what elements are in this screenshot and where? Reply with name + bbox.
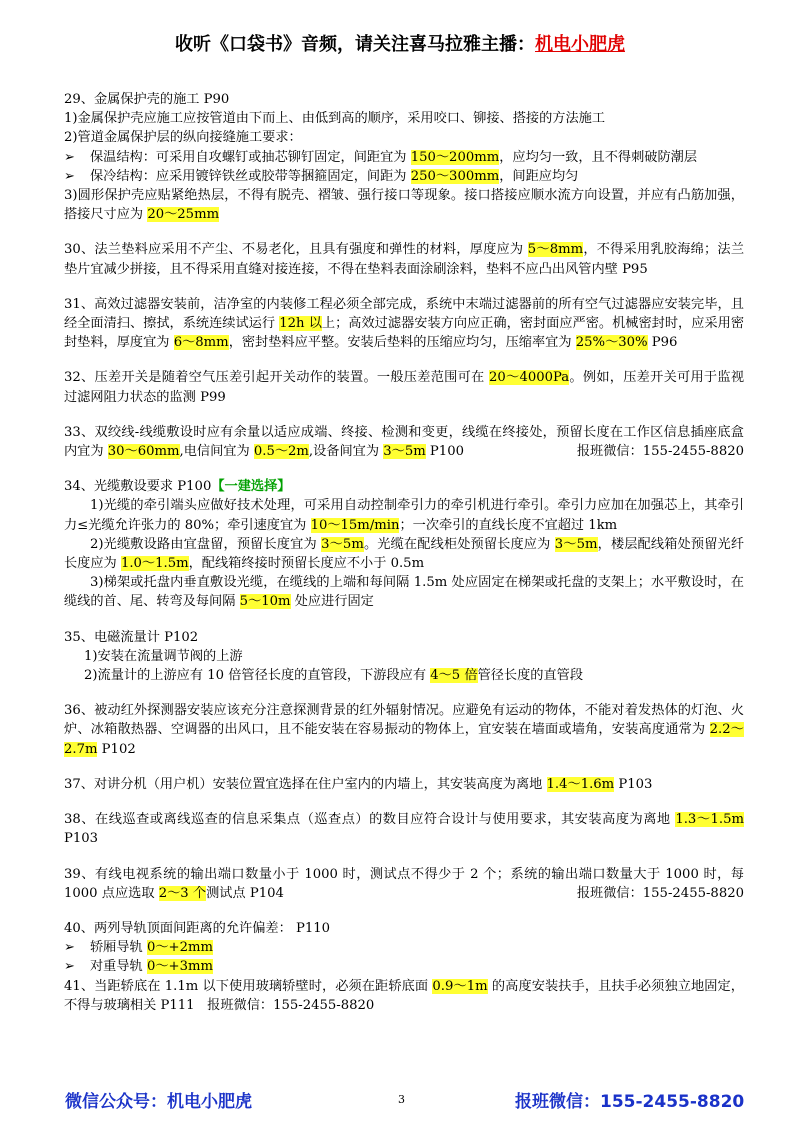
paragraph: 2)管道金属保护层的纵向接缝施工要求： [64, 130, 302, 146]
highlight: 3～5m [321, 536, 364, 552]
item-title: 35、电磁流量计 P102 [64, 629, 199, 645]
highlight: 0.9～1m [432, 978, 488, 994]
page-header [0, 30, 800, 56]
item-37: 37、对讲分机（用户机）安装位置宜选择在住户室内的内墙上，其安装高度为离地 1.4～1.6m P103 [64, 776, 653, 792]
footer-contact: 报班微信：155-2455-8820 [515, 1092, 745, 1112]
page-number: 3 [398, 1093, 405, 1106]
paragraph: 1)安装在流量调节阀的上游 [84, 648, 243, 664]
highlight: 5～10m [239, 594, 291, 610]
item-35 [64, 628, 744, 686]
paragraph: 2)流量计的上游应有 10 倍管径长度的直管段，下游段应有 4～5 倍管径长度的直管段 [84, 668, 584, 684]
contact-text: 报班微信：155-2455-8820 [576, 885, 744, 901]
item-34 [64, 477, 744, 611]
highlight: 2.2～2.7m [64, 722, 744, 757]
arrow-bullet-icon: ➢ [64, 149, 76, 165]
highlight: 1.0～1.5m [120, 556, 189, 572]
item-title: 40、两列导轨顶面间距离的允许偏差： P110 [64, 920, 331, 936]
bullet-item: ➢ 保冷结构：应采用镀锌铁丝或胶带等捆箍固定，间距为 250～300mm，间距应均匀 [64, 167, 744, 186]
highlight: 0～+3mm [146, 959, 213, 975]
highlight: 25%～30% [575, 335, 648, 351]
highlight: 3～5m [554, 536, 598, 552]
paragraph: 1)金属保护壳应施工应按管道由下而上、由低到高的顺序，采用咬口、铆接、搭接的方法施工 [64, 111, 606, 127]
item-36: 36、被动红外探测器安装应该充分注意探测背景的红外辐射情况。应避免有运动的物体，不能对着发热体的灯泡、火炉、冰箱散热器、空调器的出风口，且不能安装在容易振动的物体上，宜安装在墙面或墙角，安装高度通常为 2.2～2.7m P102 [64, 703, 744, 757]
item-41: 41、当距轿底在 1.1m 以下使用玻璃轿壁时，必须在距轿底面 0.9～1m 的高度安装扶手，且扶手必须独立地固定，不得与玻璃相关 P111 报班微信：155-2455-8820 [64, 978, 744, 1013]
paragraph: 2)光缆敷设路由宜盘留，预留长度宜为 3～5m。光缆在配线柜处预留长度应为 3～5m，楼层配线箱处预留光纤长度应为 1.0～1.5m，配线箱终接时预留长度应不小于 0.5m [64, 536, 745, 572]
highlight: 3～5m [383, 444, 426, 460]
paragraph: 1)光缆的牵引端头应做好技术处理，可采用自动控制牵引力的牵引机进行牵引。牵引力应加在加强芯上，其牵引力≤光缆允许张力的 80%；牵引速度宜为 10～15m/min；一次牵引的直线长度不宜超过 1km [64, 498, 744, 533]
highlight: 30～60mm [107, 444, 180, 460]
highlight: 150～200mm [410, 149, 500, 165]
item-30: 30、法兰垫料应采用不产尘、不易老化，且具有强度和弹性的材料，厚度应为 5～8mm，不得采用乳胶海绵；法兰垫片宜减少拼接，且不得采用直缝对接连接，不得在垫料表面涂刷涂料，垫料不应凸出风管内壁 P95 [64, 242, 744, 277]
item-40 [64, 919, 744, 977]
highlight: 12h 以 [279, 316, 322, 332]
item-39: 39、有线电视系统的输出端口数量小于 1000 时，测试点不得少于 2 个；系统的输出端口数量大于 1000 时，每 1000 点应选取 2～3 个测试点 P104 报班微信：155-2455-8820 [64, 865, 744, 903]
highlight: 10～15m/min [310, 517, 400, 533]
paragraph: 3)圆形保护壳应贴紧绝热层，不得有脱壳、褶皱、强行接口等现象。接口搭接应顺水流方向设置，并应有凸筋加强，搭接尺寸应为 20～25mm [64, 188, 744, 223]
highlight: 2～3 个 [158, 885, 207, 901]
item-title: 34、光缆敷设要求 P100【一建选择】 [64, 479, 291, 495]
highlight: 20～25mm [147, 207, 220, 223]
footer-wechat-account: 微信公众号：机电小肥虎 [65, 1092, 252, 1112]
exam-tag: 【一建选择】 [211, 479, 291, 495]
bullet-item: ➢ 保温结构：可采用自攻螺钉或抽芯铆钉固定，间距宜为 150～200mm，应均匀一致，且不得刺破防潮层 [64, 148, 744, 167]
item-32: 32、压差开关是随着空气压差引起开关动作的装置。一般压差范围可在 20～4000Pa。例如，压差开关可用于监视过滤网阻力状态的监测 P99 [64, 370, 745, 405]
contact-text: 报班微信：155-2455-8820 [576, 444, 744, 460]
item-31: 31、高效过滤器安装前，洁净室的内装修工程必须全部完成，系统中末端过滤器前的所有空气过滤器应安装完毕，且经全面清扫、擦拭，系统连续试运行 12h 以上；高效过滤器安装方向应正确，密封面应严密。机械密封时，应采用密封垫料，厚度宜为 6～8mm，密封垫料应平整。安装后垫料的压缩应均匀，压缩率宜为 25%～30% P96 [64, 296, 745, 351]
arrow-bullet-icon: ➢ [64, 959, 76, 975]
host-link[interactable]: 机电小肥虎 [535, 34, 625, 55]
highlight: 1.4～1.6m [546, 776, 615, 792]
document-body [64, 90, 744, 1015]
header-text: 收听《口袋书》音频，请关注喜马拉雅主播： [175, 34, 535, 55]
highlight: 4～5 倍 [430, 668, 478, 684]
item-33: 33、双绞线-线缆敷设时应有余量以适应成端、终接、检测和变更，线缆在终接处，预留长度在工作区信息插座底盒内宜为 30～60mm,电信间宜为 0.5～2m,设备间宜为 3～5m P100 报班微信：155-2455-8820 [64, 423, 744, 461]
arrow-bullet-icon: ➢ [64, 940, 76, 956]
highlight: 0～+2mm [146, 940, 213, 956]
highlight: 1.3～1.5m [675, 812, 745, 828]
highlight: 20～4000Pa [488, 370, 570, 386]
page-footer [0, 1087, 800, 1117]
bullet-item: ➢ 对重导轨 0～+3mm [64, 957, 744, 976]
highlight: 0.5～2m [253, 444, 309, 460]
item-29 [64, 90, 744, 224]
bullet-item: ➢ 轿厢导轨 0～+2mm [64, 938, 744, 957]
highlight: 5～8mm [527, 242, 584, 258]
highlight: 6～8mm [173, 335, 229, 351]
item-title: 29、金属保护壳的施工 P90 [64, 92, 230, 107]
arrow-bullet-icon: ➢ [64, 168, 76, 184]
item-38: 38、在线巡查或离线巡查的信息采集点（巡查点）的数目应符合设计与使用要求，其安装高度为离地 1.3～1.5m P103 [64, 812, 745, 847]
contact-text: 报班微信：155-2455-8820 [207, 997, 375, 1013]
paragraph: 3)梯架或托盘内垂直敷设光缆，在缆线的上端和每间隔 1.5m 处应固定在梯架或托盘的支架上；水平敷设时，在缆线的首、尾、转弯及每间隔 5～10m 处应进行固定 [64, 575, 744, 610]
highlight: 250～300mm [410, 168, 500, 184]
